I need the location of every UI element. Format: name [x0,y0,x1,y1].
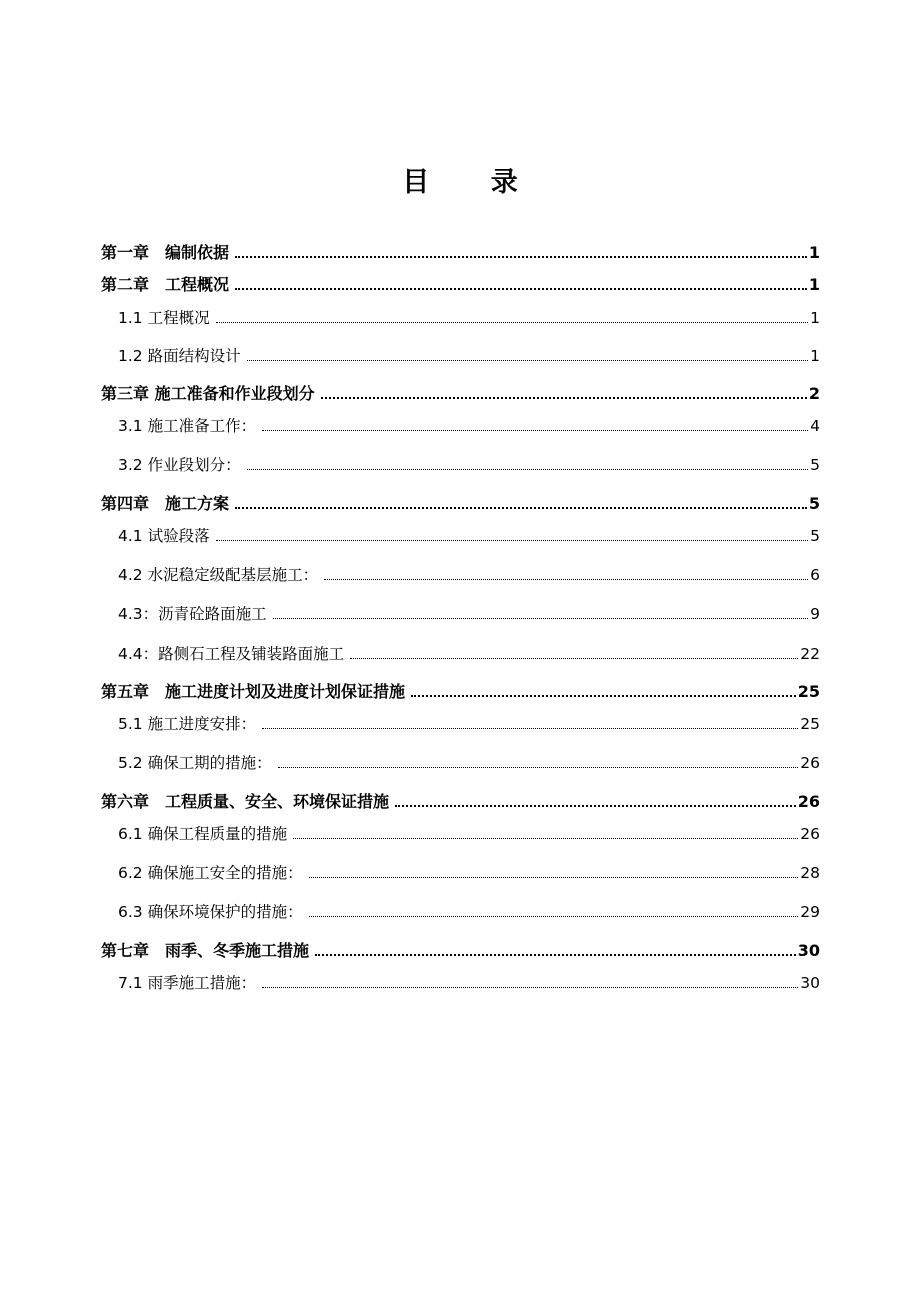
dot-leader [235,288,807,290]
toc-entry-label: 4.1 试验段落 [118,527,210,545]
toc-entry-label: 4.3：沥青砼路面施工 [118,605,267,623]
dot-leader [321,397,807,399]
toc-entry-page-number: 2 [808,384,820,403]
toc-entry-chapter-5[interactable] [101,678,820,702]
toc-entry-label: 6.2 确保施工安全的措施： [118,864,303,882]
toc-entry-page-number: 1 [810,347,820,365]
toc-entry-page-number: 1 [808,243,820,262]
toc-entry-section-3-2[interactable] [118,451,820,475]
dot-leader [247,469,809,470]
toc-entry-chapter-6[interactable] [101,788,820,812]
toc-entry-label: 3.1 施工准备工作： [118,417,257,435]
toc-entry-label: 第五章 施工进度计划及进度计划保证措施 [101,682,406,701]
toc-entry-label: 3.2 作业段划分： [118,456,241,474]
toc-entry-chapter-3[interactable] [101,380,820,404]
dot-leader [262,430,808,431]
toc-entry-section-4-2[interactable] [118,561,820,585]
toc-entry-label: 5.2 确保工期的措施： [118,754,272,772]
toc-entry-label: 第六章 工程质量、安全、环境保证措施 [101,792,390,811]
toc-entry-label: 第二章 工程概况 [101,275,230,294]
toc-entry-page-number: 5 [810,527,820,545]
toc-entry-chapter-4[interactable] [101,490,820,514]
dot-leader [262,987,798,988]
toc-entry-label: 第四章 施工方案 [101,494,230,513]
toc-entry-section-7-1[interactable] [118,969,820,993]
toc-entry-page-number: 9 [810,605,820,623]
dot-leader [216,540,809,541]
dot-leader [247,360,809,361]
dot-leader [273,618,808,619]
toc-entry-page-number: 25 [800,715,820,733]
toc-entry-page-number: 5 [810,456,820,474]
toc-entry-page-number: 28 [800,864,820,882]
toc-entry-label: 6.1 确保工程质量的措施 [118,825,288,843]
toc-entry-section-5-2[interactable] [118,749,820,773]
dot-leader [309,877,799,878]
dot-leader [350,658,798,659]
toc-entry-label: 1.2 路面结构设计 [118,347,241,365]
toc-entry-section-5-1[interactable] [118,710,820,734]
toc-entry-label: 5.1 施工进度安排： [118,715,257,733]
toc-entry-section-6-1[interactable] [118,820,820,844]
toc-entry-section-4-1[interactable] [118,522,820,546]
toc-entry-section-1-2[interactable] [118,342,820,366]
dot-leader [293,838,798,839]
dot-leader [235,256,807,258]
toc-entry-section-6-3[interactable] [118,898,820,922]
toc-entry-label: 1.1 工程概况 [118,309,210,327]
toc-entry-section-1-1[interactable] [118,304,820,328]
toc-entry-label: 第七章 雨季、冬季施工措施 [101,941,310,960]
toc-entry-section-4-3[interactable] [118,600,820,624]
toc-entry-label: 7.1 雨季施工措施： [118,974,257,992]
toc-entry-label: 4.4：路侧石工程及铺装路面施工 [118,645,345,663]
toc-entry-section-4-4[interactable] [118,640,820,664]
dot-leader [235,507,807,509]
toc-entry-page-number: 29 [800,903,820,921]
toc-entry-page-number: 4 [810,417,820,435]
toc-entry-page-number: 25 [797,682,820,701]
toc-entry-label: 第三章 施工准备和作业段划分 [101,384,315,403]
toc-entry-section-3-1[interactable] [118,412,820,436]
toc-entry-page-number: 26 [797,792,820,811]
toc-entry-section-6-2[interactable] [118,859,820,883]
toc-entry-label: 6.3 确保环境保护的措施： [118,903,303,921]
dot-leader [411,695,796,697]
toc-entry-label: 4.2 水泥稳定级配基层施工： [118,566,319,584]
toc-entry-chapter-7[interactable] [101,937,820,961]
dot-leader [324,579,808,580]
dot-leader [278,767,799,768]
toc-entry-page-number: 30 [797,941,820,960]
toc-entry-page-number: 26 [800,754,820,772]
toc-entry-page-number: 1 [810,309,820,327]
toc-entry-chapter-1[interactable] [101,239,820,263]
toc-title: 目 录 [402,167,544,198]
toc-entry-label: 第一章 编制依据 [101,243,230,262]
toc-entry-page-number: 6 [810,566,820,584]
dot-leader [262,728,798,729]
toc-entry-page-number: 22 [800,645,820,663]
dot-leader [315,954,796,956]
dot-leader [309,916,799,917]
toc-entry-page-number: 30 [800,974,820,992]
toc-entry-chapter-2[interactable] [101,271,820,295]
dot-leader [216,322,809,323]
dot-leader [395,805,796,807]
toc-entry-page-number: 26 [800,825,820,843]
toc-entry-page-number: 5 [808,494,820,513]
toc-entry-page-number: 1 [808,275,820,294]
